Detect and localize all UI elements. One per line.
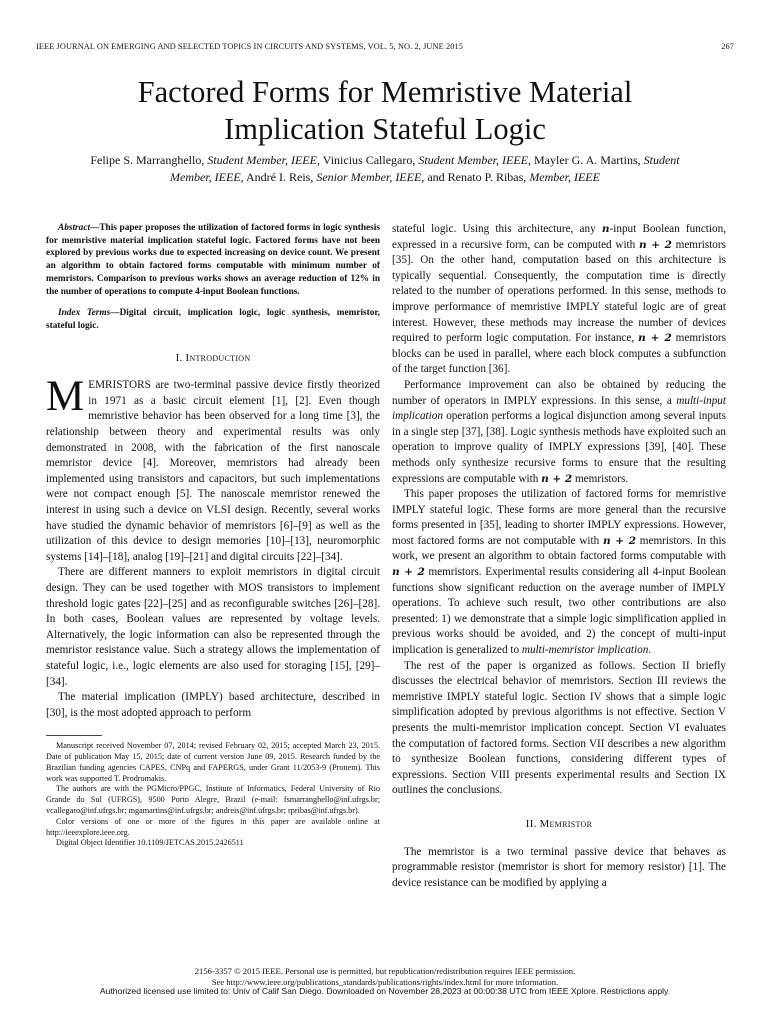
left-column xyxy=(46,222,380,849)
math-n-plus-2: n + 2 xyxy=(603,534,637,547)
intro-text-1: EMRISTORS are two-terminal passive device firstly theorized in 1971 as a basic circuit element [1], [2]. Even though memristive behavior has been observed for a long time [3], the relationship between theory and experimental results was only demonstrated in 2008, with the fabrication of the first nanoscale memristor device [4]. Moreover, memristors had already been implemented using transistors and capacitors, but such implementations were not compact enough [5]. The nanoscale memristor renewed the interest in using such a device on VLSI design. Recently, several works have studied the dynamic behavior of memristors [6]–[9] as well as the utilization of this device to design memories [10]–[13], neuromorphic systems [14]–[18], analog [19]–[21] and digital circuits [22]–[34]. xyxy=(46,379,380,563)
emphasis-multi-input: multi-input implication xyxy=(392,394,726,423)
footnote-doi: Digital Object Identifier 10.1109/JETCAS.2015.2426511 xyxy=(56,838,244,848)
footnote-divider xyxy=(46,735,102,736)
section-heading-introduction xyxy=(46,351,380,367)
intro-paragraph-3: The material implication (IMPLY) based architecture, described in [30], is the most adopted approach to perform xyxy=(46,691,380,719)
journal-name: IEEE JOURNAL ON EMERGING AND SELECTED TOPICS IN CIRCUITS AND SYSTEMS, VOL. 5, NO. 2, JUNE 2015 xyxy=(36,42,463,51)
index-terms-text: —Digital circuit, implication logic, logic synthesis, memristor, stateful logic. xyxy=(46,308,380,331)
math-n: n xyxy=(601,223,610,235)
copyright-block xyxy=(0,966,770,987)
author-list xyxy=(70,152,700,185)
running-header xyxy=(36,42,734,51)
drop-cap: M xyxy=(46,373,85,421)
author-role: Student Member, IEEE xyxy=(418,153,528,167)
right-paragraph-1: stateful logic. Using this architecture, any n-input Boolean function, expressed in a recursive form, can be computed with n + 2 memristors [35]. On the other hand, computation based on this architecture is typically sequential. Consequently, the computation time is directly related to the number of operations performed. In this sense, methods to improve performance of memristive IMPLY stateful logic are of great interest. However, these methods may increase the number of devices required to perform logic computation. For instance, n + 2 memristors blocks can be used in parallel, where each block computes a subfunction of the target function [36]. xyxy=(392,223,727,376)
math-n-plus-2: n + 2 xyxy=(638,332,672,345)
section-title: Introduction xyxy=(185,351,251,364)
author-role: Student Member, IEEE xyxy=(170,153,680,184)
section-heading-memristor xyxy=(392,817,726,833)
title-line-2: Implication Stateful Logic xyxy=(224,112,546,146)
section-numeral: II. xyxy=(525,817,540,830)
page-number: 267 xyxy=(721,42,734,51)
footnotes xyxy=(46,741,380,849)
paper-title xyxy=(0,74,770,148)
intro-paragraph-1 xyxy=(46,373,380,565)
math-n-plus-2: n + 2 xyxy=(638,238,672,251)
intro-paragraph-2: There are different manners to exploit memristors in digital circuit design. They can be used together with MOS transistors to implement threshold logic gates [22]–[25] and as reconfigurable switches [26]–[28]. In both cases, Boolean values are represented by voltage levels. Alternatively, the logic information can also be represented through the memristor resistance value. Such a strategy allows the implementation of stateful logic, i.e., logic elements are also used for storaging [15], [29]–[34]. xyxy=(46,566,380,688)
author-role: Senior Member, IEEE xyxy=(316,169,422,184)
index-terms xyxy=(46,307,380,332)
abstract xyxy=(46,222,380,298)
math-n-plus-2: n + 2 xyxy=(392,566,425,579)
emphasis-multi-memristor: multi-memristor implication xyxy=(521,644,649,657)
section-numeral: I. xyxy=(175,351,186,364)
footnote-color: Color versions of one or more of the figures in this paper are available online at http://ieeexplore.ieee.org. xyxy=(46,816,380,837)
right-paragraph-3: This paper proposes the utilization of factored forms for memristive IMPLY stateful logic. These forms are more general than the recursive forms presented in [35], leading to shorter IMPLY expressions. However, most factored forms are not computable with n + 2 memristors. In this work, we present an algorithm to obtain factored forms computable with n + 2 memristors. Experimental results considering all 4-input Boolean functions show significant reduction on the average number of IMPLY operations. To achieve such result, two other contributions are also presented: 1) we demonstrate that a simple logic simplification applied in previous works should be avoided, and 2) the concept of multi-input implication is generalized to multi-memristor implication. xyxy=(392,488,726,657)
abstract-label: Abstract xyxy=(58,223,91,233)
author-name: Felipe S. Marranghello, xyxy=(90,153,208,167)
footnote-affiliation: The authors are with the PGMicro/PPGC, Institute of Informatics, Federal University of Rio Grande do Sul (UFRGS), 9500 Porto Alegre, Brazil (e-mail: fsmarranghello@inf.ufrgs.br; vcallegaro@inf.ufrgs.br; mgamartins@inf.ufrgs.br; andreis@inf.ufrgs.br; rpribas@inf.ufrgs.br). xyxy=(46,784,380,816)
copyright-notice: 2156-3357 © 2015 IEEE. Personal use is permitted, but republication/redistribution requires IEEE permission. xyxy=(194,966,576,976)
author-name: , Mayler G. A. Martins, xyxy=(527,153,644,167)
author-name: , André I. Reis, xyxy=(240,169,317,184)
abstract-text: —This paper proposes the utilization of factored forms in logic synthesis for memristive material implication stateful logic. Factored forms have not been explored by previous works due to expected increasing on device count. We present an algorithm to obtain factored forms computable with minimum number of memristors. Comparison to previous works shows an average reduction of 12% in the number of operations to compute 4-input Boolean functions. xyxy=(46,223,380,297)
index-terms-label: Index Terms xyxy=(58,308,111,319)
math-n-plus-2: n + 2 xyxy=(541,472,573,485)
author-role: Student Member, IEEE xyxy=(207,153,317,167)
right-paragraph-5: The memristor is a two terminal passive device that behaves as programmable resistor (memristor is short for memory resistor) [1]. The device resistance can be modified by applying a xyxy=(392,845,726,889)
author-name: , and Renato P. Ribas, xyxy=(421,169,530,184)
section-title: Memristor xyxy=(539,817,593,830)
right-paragraph-2: Performance improvement can also be obtained by reducing the number of operators in IMPLY expressions. In this sense, a multi-input implication operation performs a logical disjunction among several inputs in a single step [37], [38]. Logic synthesis methods have exploited such an operation to improve quality of IMPLY expressions [39], [40]. These methods only synthesize recursive forms to ensure that the resulting expressions are computable with n + 2 memristors. xyxy=(392,378,726,485)
right-column xyxy=(392,222,726,891)
author-role: Member, IEEE xyxy=(529,169,600,184)
title-line-1: Factored Forms for Memristive Material xyxy=(137,75,633,109)
author-name: , Vinicius Callegaro, xyxy=(316,153,419,167)
rights-link[interactable]: See http://www.ieee.org/publications_standards/publications/rights/index.html for more information. xyxy=(211,976,559,987)
footnote-manuscript: Manuscript received November 07, 2014; revised February 02, 2015; accepted March 23, 2015. Date of publication May 15, 2015; date of current version June 09, 2015. Research funded by the Brazilian funding agencies CAPES, CNPq and FAPERGS, under Grant 11/2053-9 (Pronem). This work was supported T. Prodromakis. xyxy=(46,741,380,783)
right-paragraph-4: The rest of the paper is organized as follows. Section II briefly discusses the electrical behavior of memristors. Section III reviews the memristive IMPLY stateful logic. Section IV shows that a simple logic simplification adopted by previous algorithms is not effective. Section V presents the multi-memristor implication concept. Section VI evaluates the computation of factored forms. Section VII describes a new algorithm to synthesize Boolean functions, considering different types of expressions. Section VIII presents experimental results and Section IX outlines the conclusions. xyxy=(392,659,726,797)
license-watermark: Authorized licensed use limited to: Univ of Calif San Diego. Downloaded on November 28,2023 at 00:00:38 UTC from IEEE Xplore. Restrictions apply. xyxy=(99,986,671,996)
